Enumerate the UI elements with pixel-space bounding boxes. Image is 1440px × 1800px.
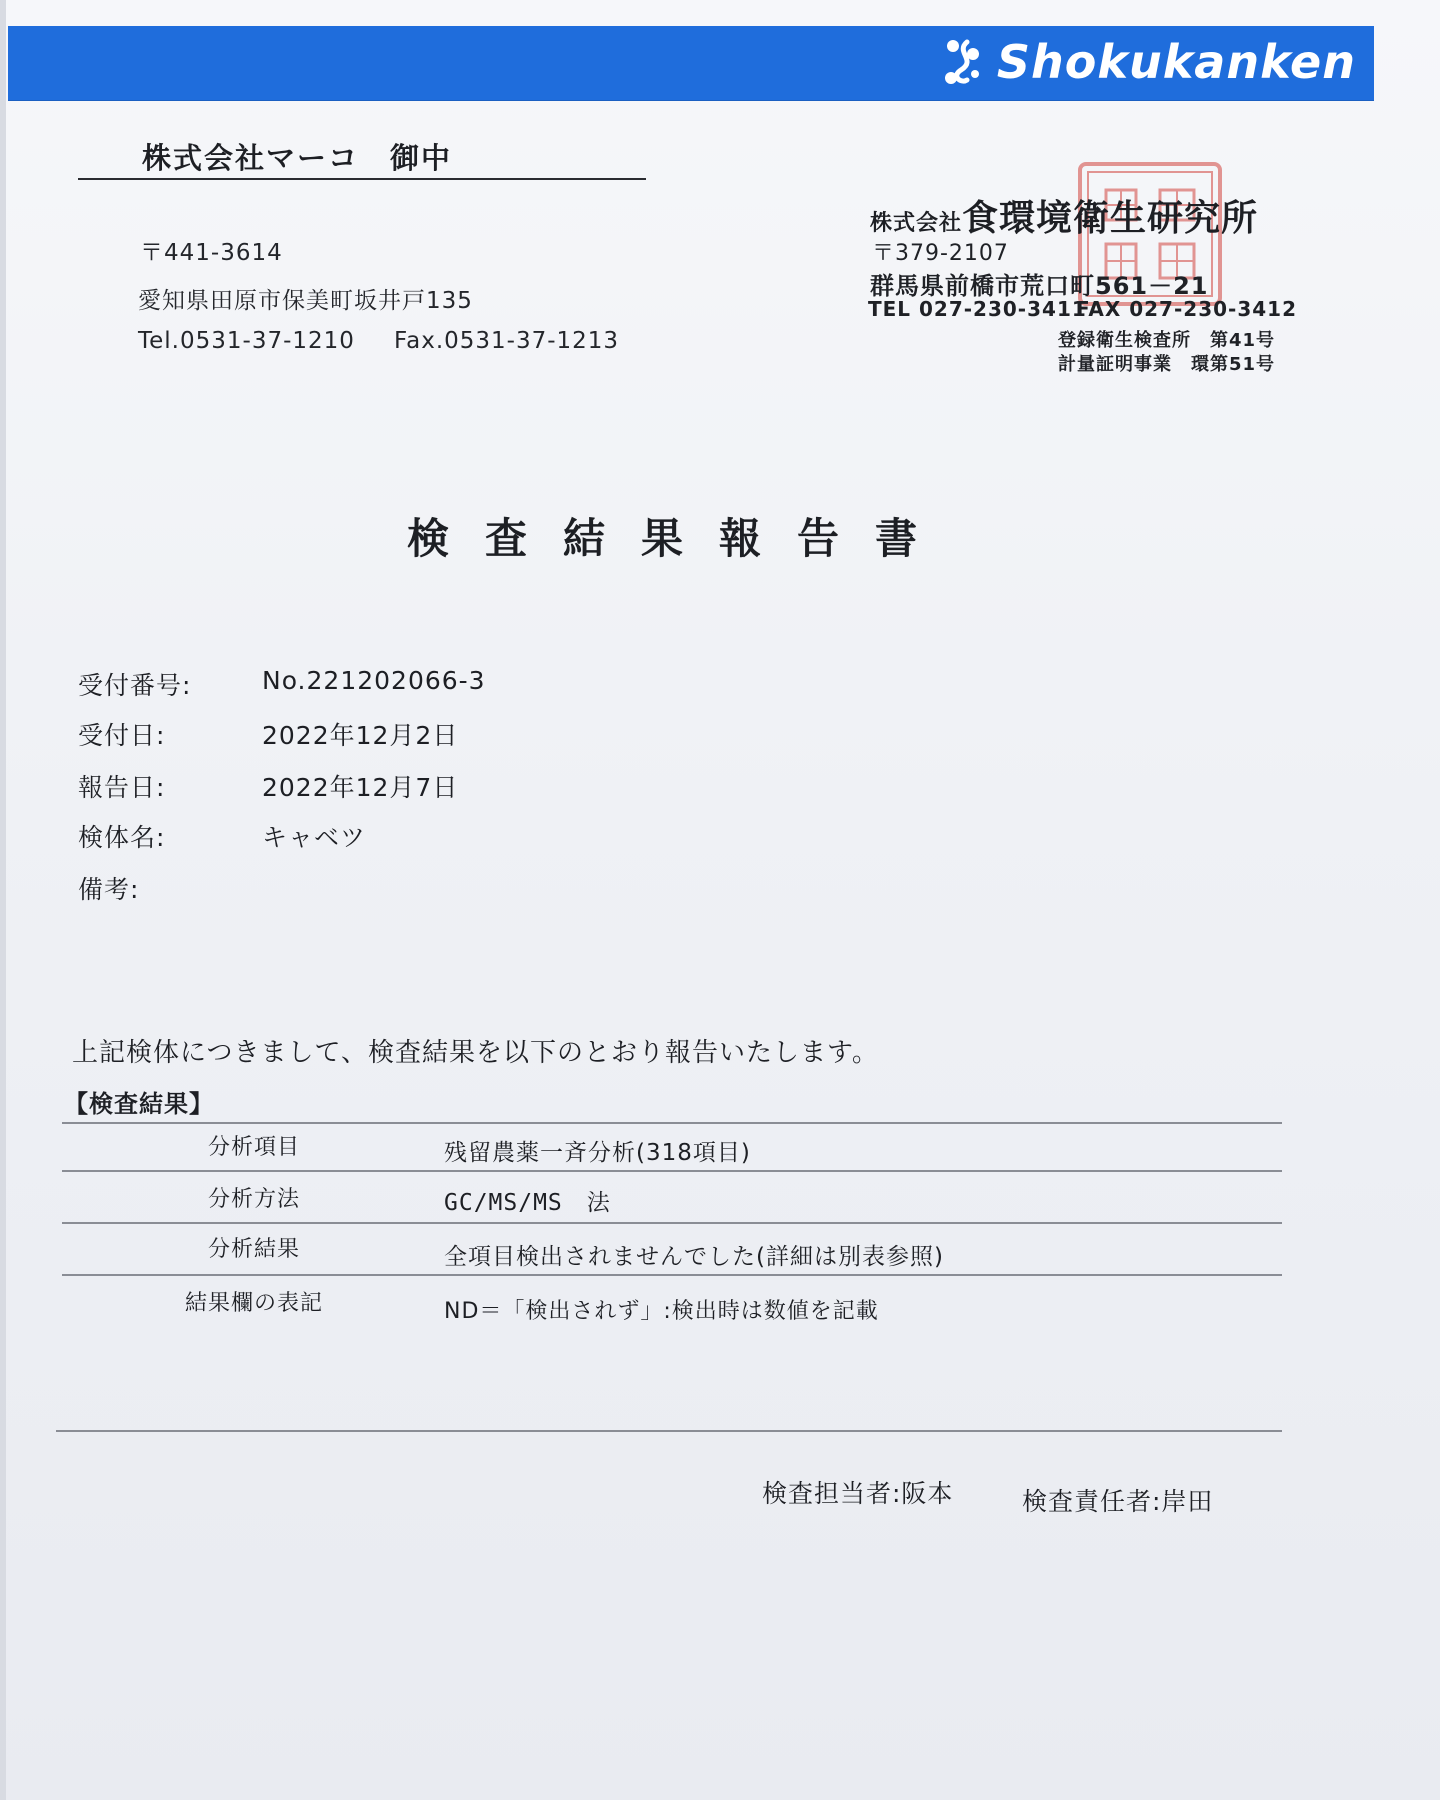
- sender-registration-1: 登録衛生検査所 第41号: [1058, 330, 1276, 351]
- results-value-analysis-method: GC/MS/MS 法: [444, 1190, 611, 1216]
- sender-fax: FAX 027-230-3412: [1076, 297, 1297, 321]
- results-label-analysis-item: 分析項目: [207, 1135, 300, 1160]
- sender-name-row: [870, 190, 1258, 241]
- field-value-report-date: 2022年12月7日: [262, 773, 459, 802]
- results-table-rule: [62, 1274, 1282, 1276]
- field-value-reception-date: 2022年12月2日: [262, 721, 459, 750]
- field-value-reception-number: No.221202066-3: [262, 666, 486, 695]
- recipient-fax: Fax.0531-37-1213: [394, 328, 620, 354]
- recipient-zip: 〒441-3614: [140, 240, 283, 266]
- results-value-notation: ND＝「検出されず」:検出時は数値を記載: [444, 1299, 879, 1324]
- sender-address: 群馬県前橋市荒口町561－21: [870, 272, 1209, 300]
- recipient-underline: [78, 178, 646, 180]
- responsible-signature: 検査責任者:岸田: [1022, 1487, 1214, 1516]
- brand-logo: [937, 34, 1356, 90]
- results-value-analysis-item: 残留農薬一斉分析(318項目): [444, 1140, 751, 1166]
- sender-name: [870, 190, 1258, 241]
- results-heading: 【検査結果】: [64, 1090, 214, 1118]
- results-table-rule: [62, 1170, 1282, 1172]
- results-value-analysis-result: 全項目検出されませんでした(詳細は別表参照): [444, 1244, 944, 1270]
- field-label-sample-name: 検体名:: [78, 823, 166, 852]
- recipient-tel: Tel.0531-37-1210: [138, 328, 355, 354]
- field-label-report-date: 報告日:: [78, 773, 166, 802]
- field-value-sample-name: キャベツ: [262, 823, 367, 852]
- sender-prefix: 株式会社: [870, 211, 963, 236]
- brand-header-bar: [8, 26, 1374, 100]
- brand-mark-icon: [937, 34, 989, 90]
- results-label-analysis-method: 分析方法: [207, 1187, 300, 1212]
- document-title: 検査結果報告書: [406, 514, 953, 563]
- sender-tel: TEL 027-230-3411: [868, 297, 1087, 321]
- results-table-rule: [62, 1122, 1282, 1124]
- intro-text: 上記検体につきまして、検査結果を以下のとおり報告いたします。: [72, 1038, 879, 1068]
- sender-zip: 〒379-2107: [872, 241, 1009, 266]
- results-label-analysis-result: 分析結果: [207, 1237, 300, 1262]
- field-label-remarks: 備考:: [78, 875, 140, 904]
- brand-name: Shokukanken: [996, 35, 1356, 89]
- results-label-notation: 結果欄の表記: [184, 1291, 323, 1316]
- results-table-rule: [62, 1222, 1282, 1224]
- field-label-reception-date: 受付日:: [78, 721, 166, 750]
- sender-company: 食環境衛生研究所: [962, 198, 1259, 239]
- sender-registration-2: 計量証明事業 環第51号: [1058, 354, 1276, 375]
- page-edge: [0, 0, 6, 1800]
- inspector-signature: 検査担当者:阪本: [762, 1479, 954, 1508]
- field-label-reception-number: 受付番号:: [78, 671, 192, 700]
- recipient-address: 愛知県田原市保美町坂井戸135: [138, 288, 473, 314]
- recipient-name: 株式会社マーコ 御中: [142, 141, 453, 175]
- results-table-bottom-rule: [56, 1430, 1282, 1432]
